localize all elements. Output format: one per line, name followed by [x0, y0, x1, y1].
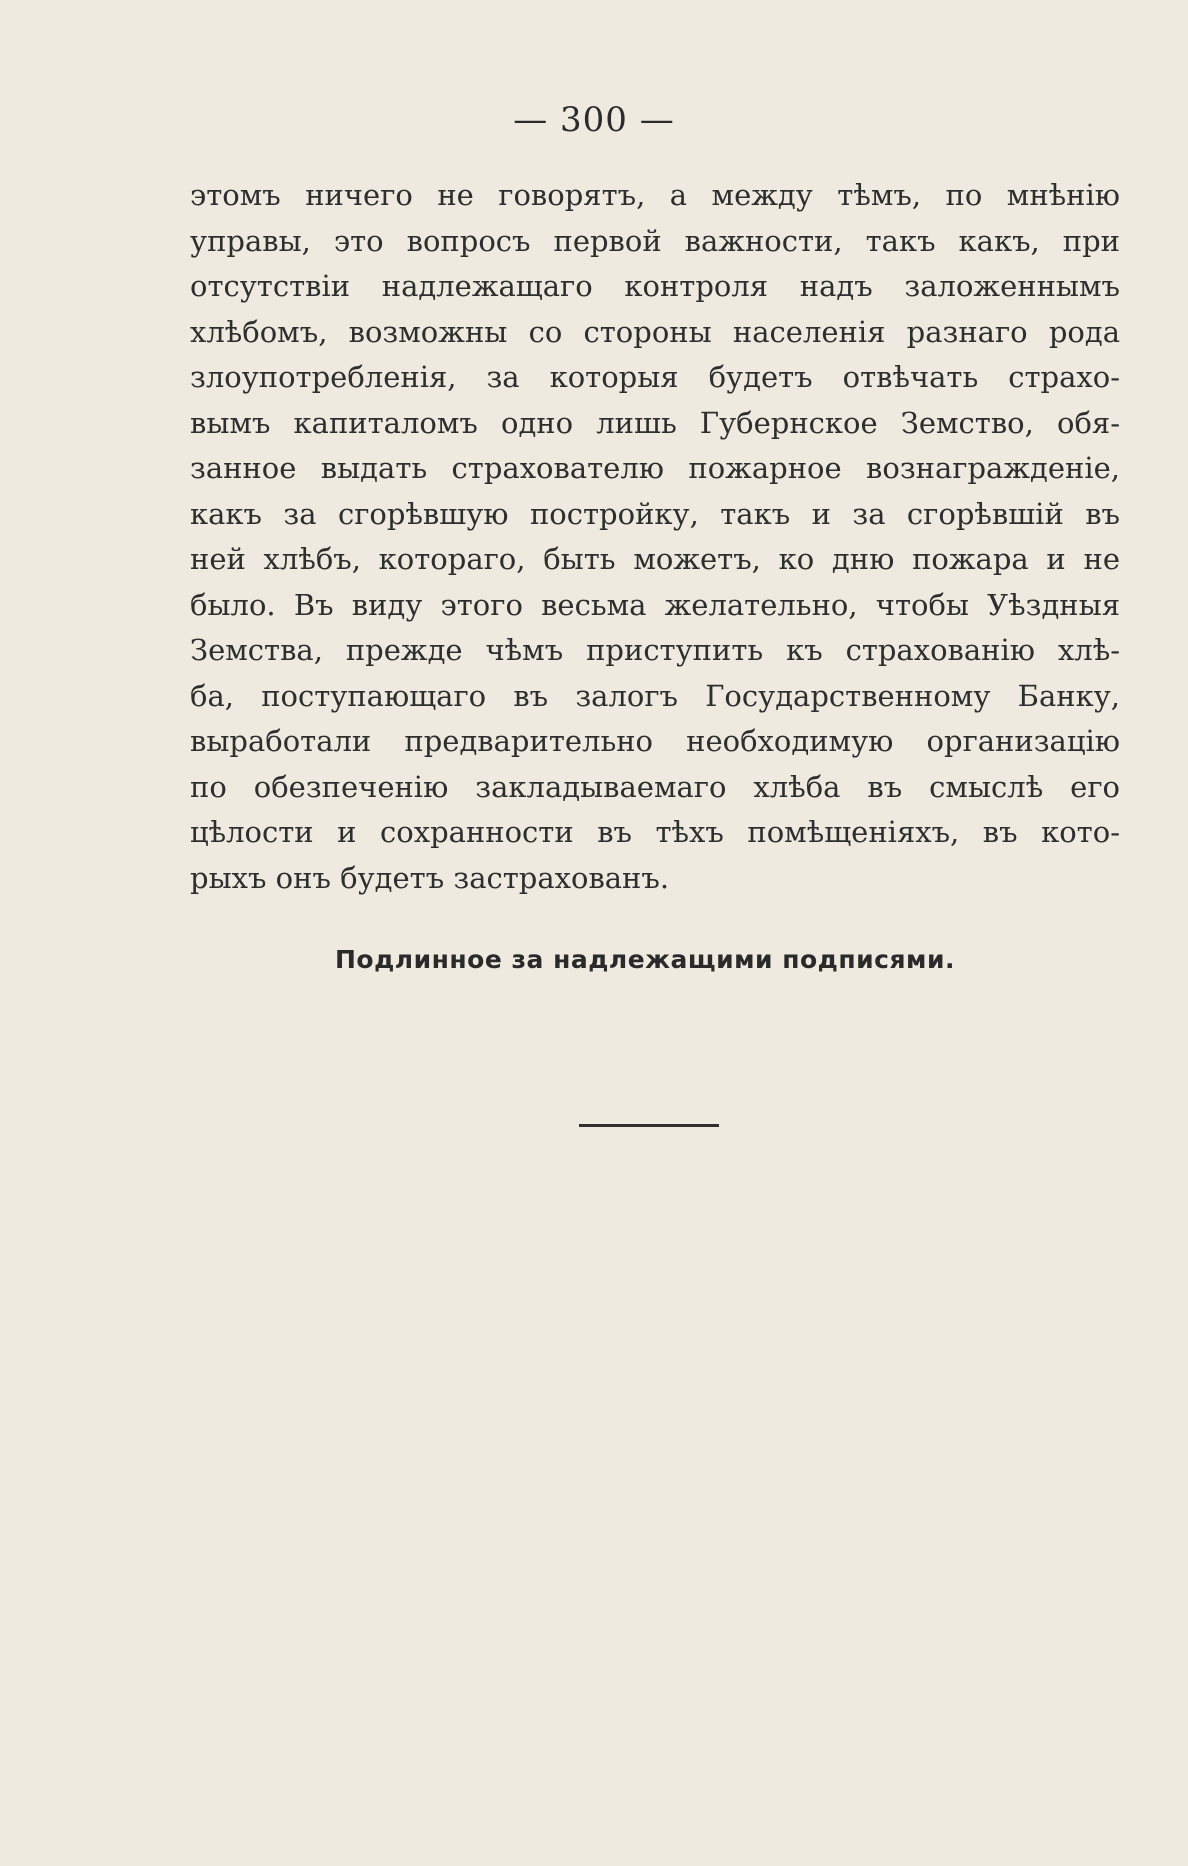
- text-line: выработали предварительно необходимую организацію: [190, 724, 1120, 758]
- text-line: по обезпеченію закладываемаго хлѣба въ смыслѣ его: [190, 769, 1120, 804]
- signature-note: Подлинное за надлежащими подписями.: [334, 945, 955, 974]
- text-line: этомъ ничего не говорятъ, а между тѣмъ, по мнѣнію: [190, 178, 1120, 212]
- text-line: рыхъ онъ будетъ застрахованъ.: [190, 860, 670, 895]
- text-line: ней хлѣбъ, котораго, быть можетъ, ко дню пожара и не: [190, 542, 1120, 576]
- page-number: — 300 —: [513, 100, 675, 140]
- text-line: управы, это вопросъ первой важности, такъ какъ, при: [190, 223, 1120, 258]
- text-line: вымъ капиталомъ одно лишь Губернское Земство, обя-: [190, 405, 1120, 440]
- section-divider: [579, 1124, 719, 1127]
- text-line: злоупотребленія, за которыя будетъ отвѣчать страхо-: [190, 360, 1120, 394]
- text-line: цѣлости и сохранности въ тѣхъ помѣщеніяхъ, въ кото-: [190, 815, 1120, 849]
- text-line: отсутствіи надлежащаго контроля надъ заложеннымъ: [190, 269, 1120, 303]
- text-line: хлѣбомъ, возможны со стороны населенія разнаго рода: [190, 314, 1120, 349]
- text-line: Земства, прежде чѣмъ приступить къ страхованію хлѣ-: [190, 633, 1120, 667]
- text-line: занное выдать страхователю пожарное вознагражденіе,: [190, 451, 1120, 485]
- text-line: какъ за сгорѣвшую постройку, такъ и за сгорѣвшій въ: [190, 496, 1120, 531]
- body-text: [190, 173, 1120, 901]
- text-line: было. Въ виду этого весьма желательно, чтобы Уѣздныя: [190, 587, 1120, 622]
- text-line: ба, поступающаго въ залогъ Государственному Банку,: [190, 678, 1120, 713]
